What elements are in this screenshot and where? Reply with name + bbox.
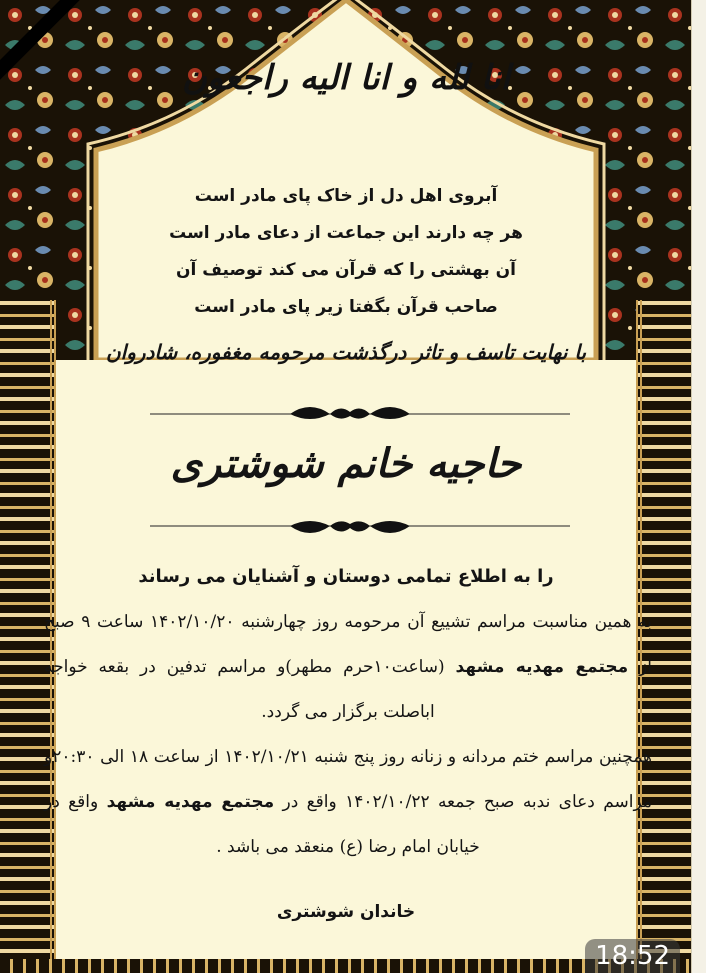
poem-line: آبروی اهل دل از خاک پای مادر است <box>194 186 498 206</box>
memorial-paragraph: همچنین مراسم ختم مردانه و زنانه روز پنج شنبه ۱۴۰۲/۱۰/۲۱ از ساعت ۱۸ الی ۲۰:۳۰و مراسم دعای ندبه صبح جمعه ۱۴۰۲/۱۰/۲۲ واقع در مجتمع مهدیه مشهد واقع در خیابان امام رضا (ع) منعقد می باشد . <box>44 747 652 857</box>
ornamental-divider-bottom <box>150 516 570 540</box>
ornamental-divider-top <box>150 400 570 424</box>
funeral-paragraph: به همین مناسبت مراسم تشییع آن مرحومه روز چهارشنبه ۱۴۰۲/۱۰/۲۰ ساعت ۹ صبح از مجتمع مهدیه مشهد (ساعت۱۰حرم مطهر)و مراسم تدفین در بقعه خواجه اباصلت برگزار می گردد. <box>44 612 652 722</box>
venue-name: مجتمع مهدیه مشهد <box>106 792 275 812</box>
calligraphy-heading: انا لله و انا الیه راجعون <box>181 58 511 98</box>
poem-line: آن بهشتی را که قرآن می کند توصیف آن <box>176 260 516 280</box>
poem-line: هر چه دارند این جماعت از دعای مادر است <box>169 223 523 243</box>
timestamp-badge: 18:52 <box>585 939 680 973</box>
content-area <box>44 0 652 959</box>
scroll-edge <box>691 0 706 973</box>
family-signature: خاندان شوشتری <box>276 902 416 922</box>
venue-name: مجتمع مهدیه مشهد <box>455 657 629 677</box>
ceremony-details <box>44 600 652 870</box>
deceased-name: حاجیه خانم شوشتری <box>170 440 522 487</box>
announcement-line: را به اطلاع تمامی دوستان و آشنایان می رساند <box>138 566 554 587</box>
poem-line: صاحب قرآن بگفتا زیر پای مادر است <box>194 297 498 317</box>
intro-line: با نهایت تاسف و تاثر درگذشت مرحومه مغفوره، شادروان <box>105 340 587 364</box>
poem <box>50 178 642 326</box>
